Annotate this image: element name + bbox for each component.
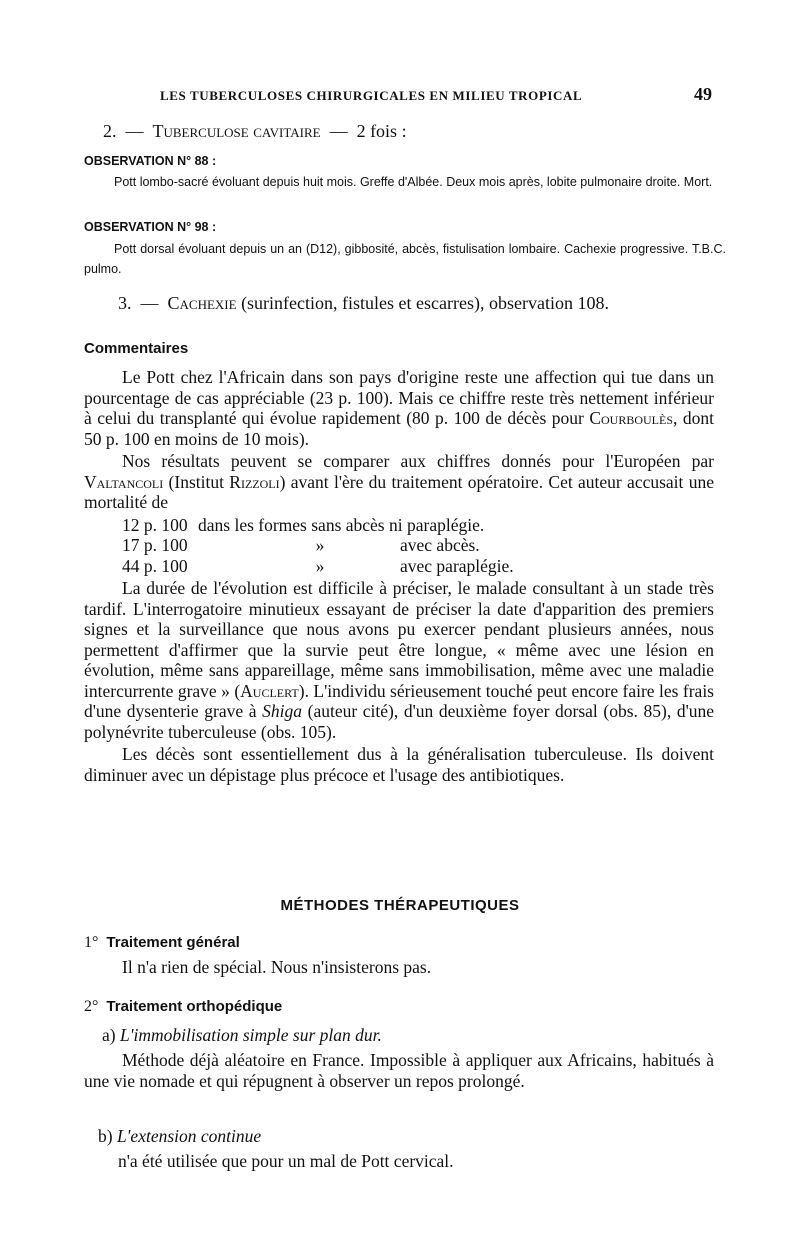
immobilisation-text: Méthode déjà aléatoire en France. Impossible à appliquer aux Africains, habitués à une vie nomade et qui répugnent à observer un repos prolongé. xyxy=(84,1050,714,1091)
observation-88-text: Pott lombo-sacré évoluant depuis huit mois. Greffe d'Albée. Deux mois après, lobite pulmonaire droite. Mort. xyxy=(114,175,713,189)
section-2-heading: 2. — Tuberculose cavitaire — 2 fois : xyxy=(103,121,407,141)
page-number: 49 xyxy=(694,84,712,104)
stat-row: 17 p. 100 » avec abcès. xyxy=(122,535,480,555)
extension-text: n'a été utilisée que pour un mal de Pott cervical. xyxy=(118,1151,454,1171)
paragraph-3: La durée de l'évolution est difficile à préciser, le malade consultant à un stade très tardif. L'interrogatoire minutieux essayant de préciser la date d'apparition des premiers signes et la surveillance que nous avons pu exercer pendant plusieurs années, nous permettent d'affirmer que la survie peut être longue, « même avec une lésion en évolution, même sans appareillage, même sans immobilisation, même avec une maladie intercurrente grave » (Auclert). L'individu sérieusement touché peut encore faire les frais d'une dysenterie grave à Shiga (auteur cité), d'un deuxième foyer dorsal (obs. 85), d'une polynévrite tuberculeuse (obs. 105). xyxy=(84,578,714,742)
observation-98-label: OBSERVATION N° 98 : xyxy=(84,220,217,234)
immobilisation-heading: a) L'immobilisation simple sur plan dur. xyxy=(102,1025,382,1045)
traitement-orthopedique-heading: 2° Traitement orthopédique xyxy=(84,998,283,1015)
section-2-title: Tuberculose cavitaire xyxy=(152,121,321,141)
extension-heading: b) L'extension continue xyxy=(98,1126,262,1146)
paragraph-4: Les décès sont essentiellement dus à la généralisation tuberculeuse. Ils doivent diminuer avec un dépistage plus précoce et l'usage des antibiotiques. xyxy=(84,744,714,785)
observation-88-label: OBSERVATION N° 88 : xyxy=(84,154,217,168)
stat-row: 12 p. 100 dans les formes sans abcès ni paraplégie. xyxy=(122,514,485,535)
paragraph-1: Le Pott chez l'Africain dans son pays d'origine reste une affection qui tue dans un pourcentage de cas appréciable (23 p. 100). Mais ce chiffre reste très nettement inférieur à celui du transplanté qui évolue rapidement (80 p. 100 de décès pour Courboulès, dont 50 p. 100 en moins de 10 mois). xyxy=(84,367,714,449)
stat-row: 44 p. 100 » avec paraplégie. xyxy=(122,555,514,576)
running-title: LES TUBERCULOSES CHIRURGICALES EN MILIEU TROPICAL xyxy=(160,88,583,103)
paragraph-2: Nos résultats peuvent se comparer aux chiffres donnés pour l'Européen par Valtancoli (Institut Rizzoli) avant l'ère du traitement opératoire. Cet auteur accusait une mortalité de xyxy=(84,451,714,512)
traitement-general-heading: 1° Traitement général xyxy=(84,934,240,951)
section-3-title: Cachexie xyxy=(167,293,237,313)
methodes-heading: MÉTHODES THÉRAPEUTIQUES xyxy=(280,897,520,914)
mortality-stats xyxy=(84,515,714,577)
commentaires-heading: Commentaires xyxy=(84,340,189,357)
section-3-heading: 3. — Cachexie (surinfection, fistules et escarres), observation 108. xyxy=(118,293,609,313)
commentaires-body xyxy=(84,367,714,785)
traitement-general-text: Il n'a rien de spécial. Nous n'insisterons pas. xyxy=(122,957,432,977)
observation-98-text: Pott dorsal évoluant depuis un an (D12), gibbosité, abcès, fistulisation lombaire. Cachexie progressive. T.B.C. pulmo. xyxy=(84,242,726,276)
